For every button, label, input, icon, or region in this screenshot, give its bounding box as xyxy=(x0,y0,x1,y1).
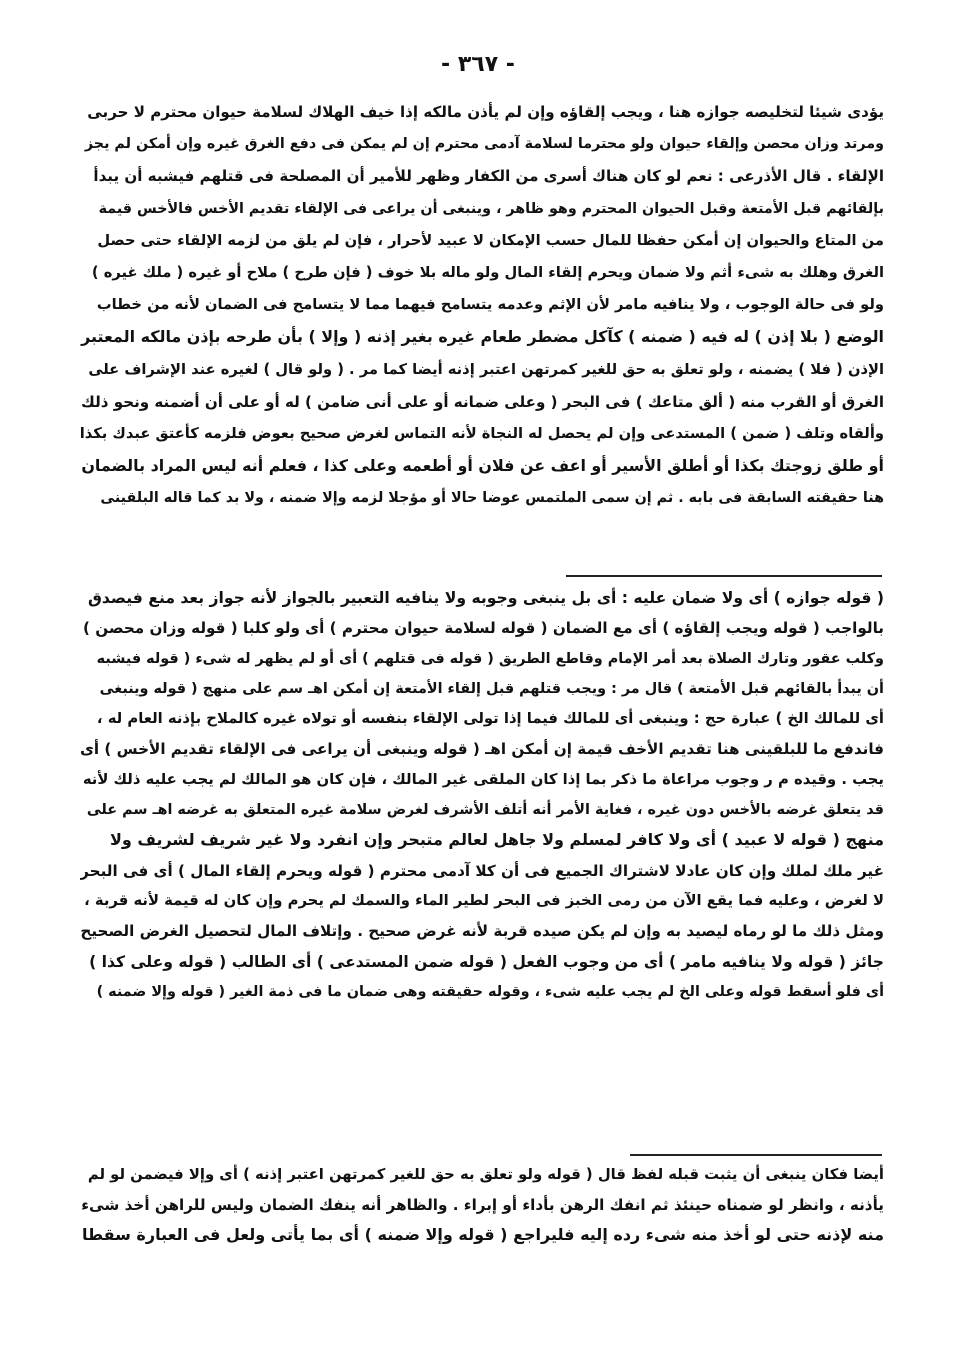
separator-rule xyxy=(630,1154,882,1156)
main-text-line: وألقاه وتلف ( ضمن ) المستدعى وإن لم يحصل له النجاة لأنه التماس لغرض صحيح بعوض فلزمه كأعتق عبدك بكذا xyxy=(80,424,884,442)
commentary-line: أى فلو أسقط قوله وعلى الخ لم يجب عليه شىء ، وقوله حقيقته وهى ضمان ما فى ذمة الغير ( قوله وإلا ضمنه ) xyxy=(96,983,884,1000)
main-text-line: الوضع ( بلا إذن ) له فيه ( ضمنه ) كآكل مضطر طعام غيره بغير إذنه ( وإلا ) بأن طرحه بإذن مالكه المعتبر xyxy=(81,327,884,347)
separator-rule xyxy=(566,575,882,577)
main-text-line: الغرق وهلك به شىء أثم ولا ضمان ويحرم إلقاء المال ولو ماله بلا خوف ( فإن طرح ) ملاح أو غيره ( ملك غيره ) xyxy=(91,263,884,281)
main-text-line: الإلقاء . قال الأذرعى : نعم لو كان هناك أسرى من الكفار وظهر للأمير أن المصلحة فى قتلهم فيشبه أن يبدأ xyxy=(93,167,884,186)
main-text-line: أو طلق زوجتك بكذا أو أطلق الأسير أو اعف عن فلان أو أطعمه وعلى كذا ، فعلم أنه ليس المراد بالضمان xyxy=(81,456,884,476)
page-number: - ٣٦٧ - xyxy=(441,52,515,77)
commentary-line: غير ملك لملك وإن كان عادلا لاشتراك الجميع فى أن كلا آدمى محترم ( قوله ويحرم إلقاء المال ) أى فى البحر xyxy=(80,861,884,880)
commentary-line: أن يبدأ بالقائهم قبل الأمتعة ) قال مر : ويجب قتلهم قبل إلقاء الأمتعة إن أمكن اهـ سم على منهج ( قوله وينبغى xyxy=(99,680,884,697)
main-text-line: من المتاع والحيوان إن أمكن حفظا للمال حسب الإمكان لا عبيد لأحرار ، فإن لم يلق من لزمه الإلقاء حتى حصل xyxy=(97,231,884,249)
footnote-line: يأذنه ، وانظر لو ضمناه حينئذ ثم انفك الرهن بأداء أو إبراء . والظاهر أنه ينفك الضمان وليس للراهن أخذ شىء xyxy=(81,1196,884,1214)
main-text-line: يؤدى شيئا لتخليصه جوازه هنا ، ويجب إلقاؤه وإن لم يأذن مالكه إذا خيف الهلاك لسلامة حيوان محترم لا حربى xyxy=(87,103,884,121)
main-text-line: الغرق أو القرب منه ( ألق متاعك ) فى البحر ( وعلى ضمانه أو على أنى ضامن ) له أو على أن أضمنه ونحو ذلك xyxy=(81,392,884,411)
commentary-line: لا لغرض ، وعليه فما يقع الآن من رمى الخبز فى البحر لطير الماء والسمك لم يحرم وإن كان له قيمة لأنه قربة ، xyxy=(84,891,884,909)
main-text-line: هنا حقيقته السابقة فى بابه . ثم إن سمى الملتمس عوضا حالا أو مؤجلا لزمه وإلا ضمنه ، ولا بد كما قاله البلقينى xyxy=(100,490,884,507)
commentary-line: ومثل ذلك ما لو رماه ليصيد به وإن لم يكن صيده قربة لأنه غرض صحيح . وإتلاف المال لتحصيل الغرض الصحيح xyxy=(80,922,884,941)
main-text-line: ومرتد وزان محصن وإلقاء حيوان ولو محترما لسلامة آدمى محترم إن لم يمكن فى دفع الغرق غيره وإن أمكن لم يجز xyxy=(84,136,884,153)
footnote-text xyxy=(80,1160,884,1250)
commentary-line: وكلب عقور وتارك الصلاة بعد أمر الإمام وقاطع الطريق ( قوله فى قتلهم ) أى أو لم يظهر له شىء ( قوله فيشبه xyxy=(96,650,884,667)
commentary-line: قد يتعلق غرضه بالأخس دون غيره ، فغاية الأمر أنه أتلف الأشرف لغرض سلامة غيره المتعلق به غرضه اهـ سم على xyxy=(86,802,884,819)
footnote-line: أيضا فكان ينبغى أن يثبت قبله لفظ قال ( قوله ولو تعلق به حق للغير كمرتهن اعتبر إذنه ) أى وإلا فيضمن لو لم xyxy=(87,1166,884,1183)
commentary-line: يجب . وقيده م ر وجوب مراعاة ما ذكر بما إذا كان الملقى غير المالك ، فإن كان هو المالك لم يجب عليه ذلك لأنه xyxy=(82,770,884,788)
commentary-line: جائز ( قوله ولا ينافيه مامر ) أى من وجوب الفعل ( قوله ضمن المستدعى ) أى الطالب ( قوله وعلى كذا ) xyxy=(89,952,884,971)
commentary-line: أى للمالك الخ ) عبارة حج : وينبغى أى للمالك فيما إذا تولى الإلقاء بنفسه أو تولاه غيره كالملاح بإذنه العام له ، xyxy=(96,710,884,728)
commentary-text xyxy=(80,583,884,1007)
main-text xyxy=(80,96,884,514)
main-text-line: بإلقائهم قبل الأمتعة وقبل الحيوان المحترم وهو ظاهر ، وينبغى أن يراعى فى الإلقاء تقديم الأخس فالأخس قيمة xyxy=(98,200,884,217)
commentary-line: ( قوله جوازه ) أى ولا ضمان عليه : أى بل ينبغى وجوبه ولا ينافيه التعبير بالجواز لأنه جواز بعد منع فيصدق xyxy=(87,589,884,607)
commentary-line: بالواجب ( قوله ويجب إلقاؤه ) أى مع الضمان ( قوله لسلامة حيوان محترم ) أى ولو كلبا ( قوله وزان محصن ) xyxy=(82,619,884,638)
footnote-line: منه لإذنه حتى لو أخذ منه شىء رده إليه فليراجع ( قوله وإلا ضمنه ) أى بما يأتى ولعل فى العبارة سقطا xyxy=(82,1225,884,1244)
commentary-line: فاندفع ما للبلقينى هنا تقديم الأخف قيمة إن أمكن اهـ ( قوله وينبغى أن يراعى فى الإلقاء تقديم الأخس ) أى xyxy=(80,740,884,759)
main-text-line: الإذن ( فلا ) يضمنه ، ولو تعلق به حق للغير كمرتهن اعتبر إذنه أيضا كما مر . ( ولو قال ) لغيره عند الإشراف على xyxy=(88,360,884,378)
main-text-line: ولو فى حالة الوجوب ، ولا ينافيه مامر لأن الإثم وعدمه يتسامح فيهما مما لا يتسامح فى الضمان لأنه من خطاب xyxy=(96,296,884,314)
commentary-line: منهج ( قوله لا عبيد ) أى ولا كافر لمسلم ولا جاهل لعالم متبحر وإن انفرد ولا غير شريف لشريف ولا xyxy=(109,830,884,850)
